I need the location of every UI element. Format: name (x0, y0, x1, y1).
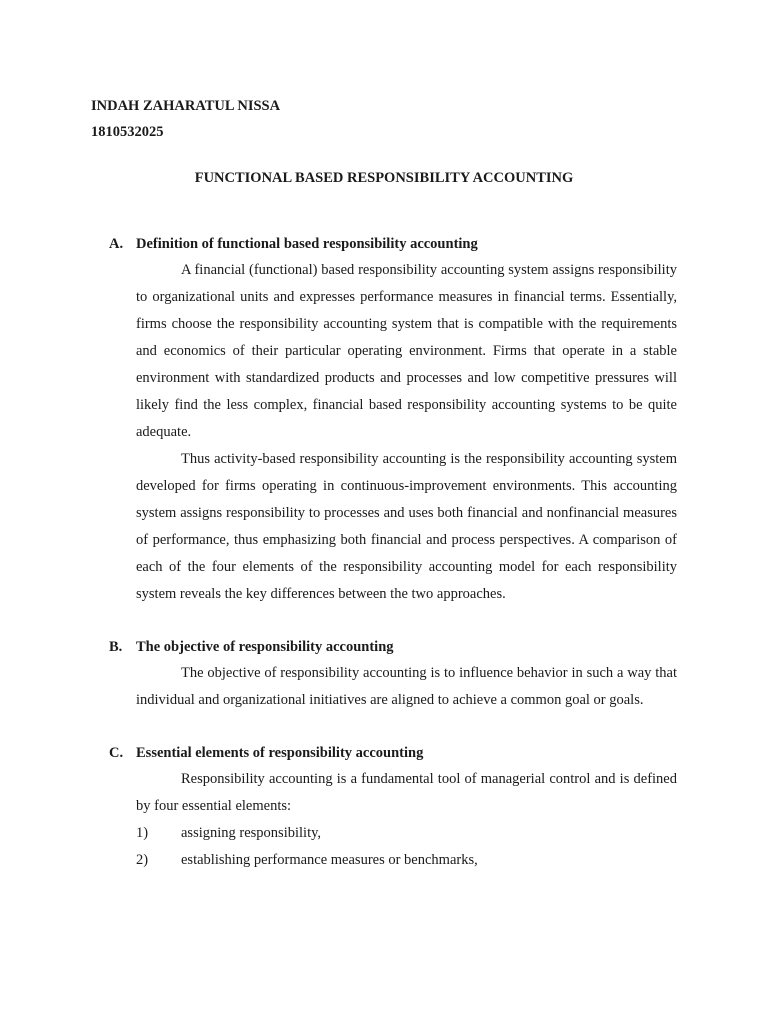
section-heading (91, 740, 677, 766)
list-number: 1) (136, 825, 149, 841)
paragraph: The objective of responsibility accounting is to influence behavior in such a way that individual and organizational initiatives are aligned to achieve a common goal or goals. (136, 665, 677, 708)
section-a (91, 231, 677, 608)
section-heading (91, 634, 677, 660)
list-item (136, 847, 677, 874)
section-body (91, 257, 677, 608)
section-heading (91, 231, 677, 257)
section-title: Definition of functional based responsibility accounting (136, 236, 478, 252)
section-letter: B. (109, 639, 123, 655)
list-text: assigning responsibility, (181, 825, 322, 841)
paragraph: Responsibility accounting is a fundamental tool of managerial control and is defined by four essential elements: (136, 771, 677, 814)
section-c (91, 740, 677, 874)
section-body (91, 766, 677, 874)
section-letter: A. (109, 236, 124, 252)
document-title: FUNCTIONAL BASED RESPONSIBILITY ACCOUNTING (194, 170, 574, 186)
list-number: 2) (136, 852, 149, 868)
section-letter: C. (109, 745, 124, 761)
section-b (91, 634, 677, 714)
list-text: establishing performance measures or benchmarks, (181, 852, 478, 868)
paragraph: A financial (functional) based responsibility accounting system assigns responsibility to organizational units and expresses performance measures in financial terms. Essentially, firms choose the responsibility accounting system that is compatible with the requirements and economics of their particular operating environment. Firms that operate in a stable environment with standardized products and processes and low competitive pressures will likely find the less complex, financial based responsibility accounting systems to be quite adequate. (136, 262, 677, 440)
student-id: 1810532025 (91, 124, 164, 140)
section-body (91, 660, 677, 714)
list-item (136, 820, 677, 847)
section-title: Essential elements of responsibility accounting (136, 745, 424, 761)
elements-list (136, 820, 677, 874)
paragraph: Thus activity-based responsibility accounting is the responsibility accounting system developed for firms operating in continuous-improvement environments. This accounting system assigns responsibility to processes and uses both financial and nonfinancial measures of performance, thus emphasizing both financial and process perspectives. A comparison of each of the four elements of the responsibility accounting model for each responsibility system reveals the key differences between the two approaches. (136, 451, 677, 602)
section-title: The objective of responsibility accounting (136, 639, 394, 655)
author-name: INDAH ZAHARATUL NISSA (91, 98, 281, 114)
